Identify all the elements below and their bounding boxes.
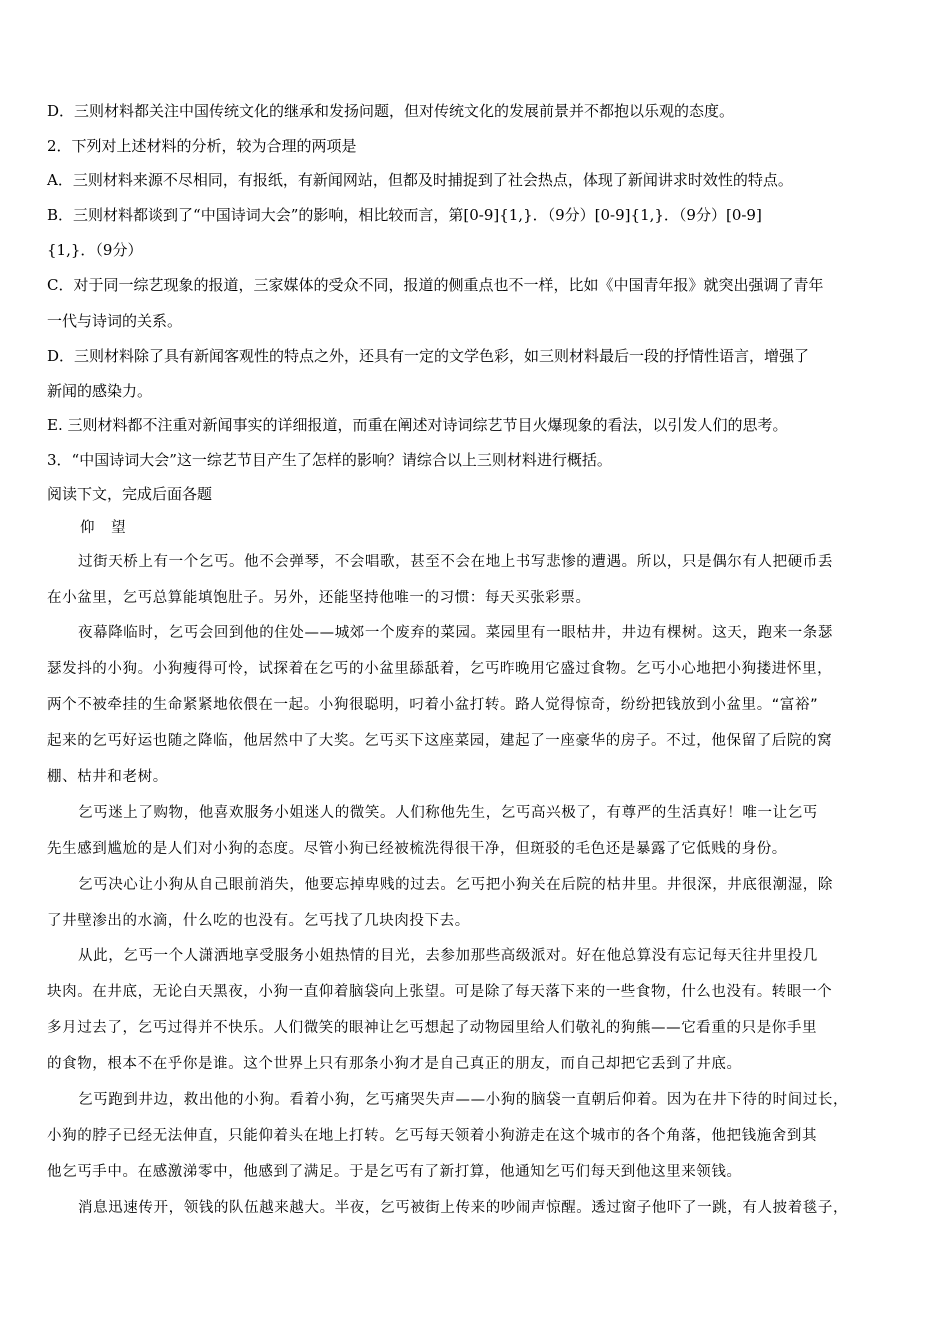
story-p2-line1: 夜幕降临时，乞丐会回到他的住处——城郊一个废弃的菜园。菜园里有一眼枯井，井边有棵树。这天，跑来一条瑟 (78, 625, 833, 641)
story-p2-line3: 两个不被牵挂的生命紧紧地依偎在一起。小狗很聪明，叼着小盆打转。路人觉得惊奇，纷纷把钱放到小盆里。“富裕” (47, 697, 819, 713)
story-p5-line4: 的食物，根本不在乎你是谁。这个世界上只有那条小狗才是自己真正的朋友，而自己却把它丢到了井底。 (47, 1056, 742, 1072)
story-p5-line2: 块肉。在井底，无论白天黑夜，小狗一直仰着脑袋向上张望。可是除了每天落下来的一些食物，什么也没有。转眼一个 (47, 984, 833, 1000)
story-p2-line2: 瑟发抖的小狗。小狗瘦得可怜，试探着在乞丐的小盆里舔舐着，乞丐昨晚用它盛过食物。乞丐小心地把小狗搂进怀里， (47, 661, 833, 677)
q2-option-c-line1: C．对于同一综艺现象的报道，三家媒体的受众不同，报道的侧重点也不一样，比如《中国青年报》就突出强调了青年 (47, 276, 824, 294)
q1-option-d: D．三则材料都关注中国传统文化的继承和发扬问题，但对传统文化的发展前景并不都抱以乐观的态度。 (47, 102, 735, 120)
q2-option-e: E. 三则材料都不注重对新闻事实的详细报道，而重在阐述对诗词综艺节目火爆现象的看法，以引发人们的思考。 (47, 416, 788, 434)
story-p4-line1: 乞丐决心让小狗从自己眼前消失，他要忘掉卑贱的过去。乞丐把小狗关在后院的枯井里。井很深，井底很潮湿，除 (78, 877, 833, 893)
story-p5-line1: 从此，乞丐一个人潇洒地享受服务小姐热情的目光，去参加那些高级派对。好在他总算没有忘记每天往井里投几 (78, 948, 818, 964)
story-p7-line1: 消息迅速传开，领钱的队伍越来越大。半夜，乞丐被街上传来的吵闹声惊醒。透过窗子他吓了一跳，有人披着毯子， (78, 1200, 849, 1216)
story-p6-line3: 他乞丐手中。在感激涕零中，他感到了满足。于是乞丐有了新打算，他通知乞丐们每天到他这里来领钱。 (47, 1164, 742, 1180)
story-p2-line4: 起来的乞丐好运也随之降临，他居然中了大奖。乞丐买下这座菜园，建起了一座豪华的房子。不过，他保留了后院的窝 (47, 733, 833, 749)
story-p4-line2: 了井壁渗出的水滴，什么吃的也没有。乞丐找了几块肉投下去。 (47, 913, 470, 929)
q2-option-b-line2: {1,}．（9分） (47, 241, 143, 259)
q3-stem: 3．“中国诗词大会”这一综艺节目产生了怎样的影响？请综合以上三则材料进行概括。 (47, 451, 612, 469)
q2-option-d-line1: D．三则材料除了具有新闻客观性的特点之外，还具有一定的文学色彩，如三则材料最后一段的抒情性语言，增强了 (47, 347, 810, 365)
q2-option-d-line2: 新闻的感染力。 (47, 382, 153, 400)
story-p2-line5: 棚、枯井和老树。 (47, 769, 168, 785)
q2-option-b-line1: B．三则材料都谈到了“中国诗词大会”的影响，相比较而言，第[0-9]{1,}．（9分）[0-9]{1,}．（9分）[0-9] (47, 206, 762, 224)
story-title: 仰 望 (80, 520, 132, 536)
story-p3-line2: 先生感到尴尬的是人们对小狗的态度。尽管小狗已经被梳洗得很干净，但斑驳的毛色还是暴露了它低贱的身份。 (47, 841, 787, 857)
story-p6-line2: 小狗的脖子已经无法伸直，只能仰着头在地上打转。乞丐每天领着小狗游走在这个城市的各个角落，他把钱施舍到其 (47, 1128, 818, 1144)
q2-stem: 2．下列对上述材料的分析，较为合理的两项是 (47, 137, 357, 155)
story-p1-line2: 在小盆里，乞丐总算能填饱肚子。另外，还能坚持他唯一的习惯：每天买张彩票。 (47, 590, 591, 606)
story-p5-line3: 多月过去了，乞丐过得并不快乐。人们微笑的眼神让乞丐想起了动物园里给人们敬礼的狗熊——它看重的只是你手里 (47, 1020, 818, 1036)
story-p6-line1: 乞丐跑到井边，救出他的小狗。看着小狗，乞丐痛哭失声——小狗的脑袋一直朝后仰着。因为在井下待的时间过长， (78, 1092, 849, 1108)
q2-option-a: A．三则材料来源不尽相同，有报纸，有新闻网站，但都及时捕捉到了社会热点，体现了新闻讲求时效性的特点。 (47, 171, 793, 189)
reading-instruction: 阅读下文，完成后面各题 (47, 485, 213, 503)
story-p1-line1: 过街天桥上有一个乞丐。他不会弹琴，不会唱歌，甚至不会在地上书写悲惨的遭遇。所以，只是偶尔有人把硬币丢 (78, 554, 833, 570)
q2-option-c-line2: 一代与诗词的关系。 (47, 312, 183, 330)
story-p3-line1: 乞丐迷上了购物，他喜欢服务小姐迷人的微笑。人们称他先生，乞丐高兴极了，有尊严的生活真好！唯一让乞丐 (78, 805, 818, 821)
